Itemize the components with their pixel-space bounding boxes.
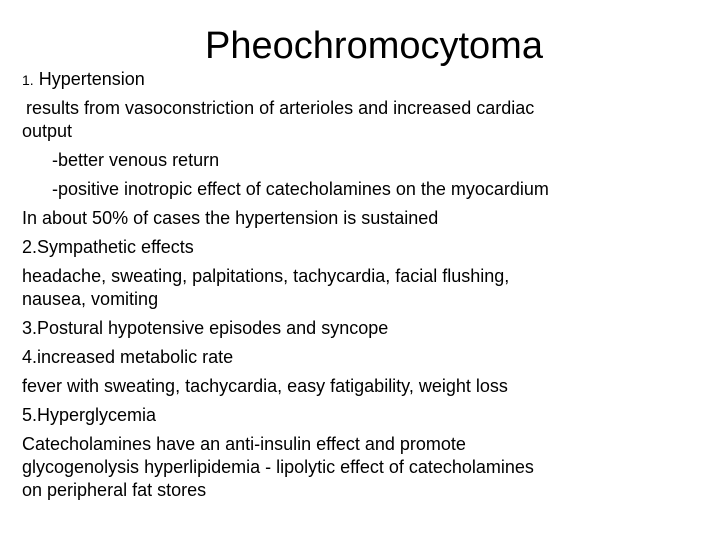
body-line: results from vasoconstriction of arterioles and increased cardiac — [26, 98, 535, 118]
body-line: fever with sweating, tachycardia, easy fatigability, weight loss — [22, 376, 508, 396]
body-line: nausea, vomiting — [22, 289, 159, 309]
section-heading: 3.Postural hypotensive episodes and syncope — [22, 318, 389, 338]
list-number: 1. — [22, 72, 34, 88]
body-line: Catecholamines have an anti-insulin effect and promote — [22, 434, 466, 454]
body-line: headache, sweating, palpitations, tachycardia, facial flushing, — [22, 266, 510, 286]
body-line: -better venous return — [52, 150, 220, 170]
hypertension-heading — [22, 70, 145, 89]
body-line: glycogenolysis hyperlipidemia - lipolytic effect of catecholamines — [22, 457, 534, 477]
body-line: on peripheral fat stores — [22, 480, 207, 500]
body-line: In about 50% of cases the hypertension is sustained — [22, 208, 439, 228]
body-line: -positive inotropic effect of catecholamines on the myocardium — [52, 179, 549, 199]
section-heading: 2.Sympathetic effects — [22, 237, 194, 257]
section-heading: 5.Hyperglycemia — [22, 405, 157, 425]
line-text: Hypertension — [38, 69, 145, 89]
body-line: output — [22, 121, 73, 141]
section-heading: 4.increased metabolic rate — [22, 347, 234, 367]
slide-title: Pheochromocytoma — [205, 25, 543, 67]
